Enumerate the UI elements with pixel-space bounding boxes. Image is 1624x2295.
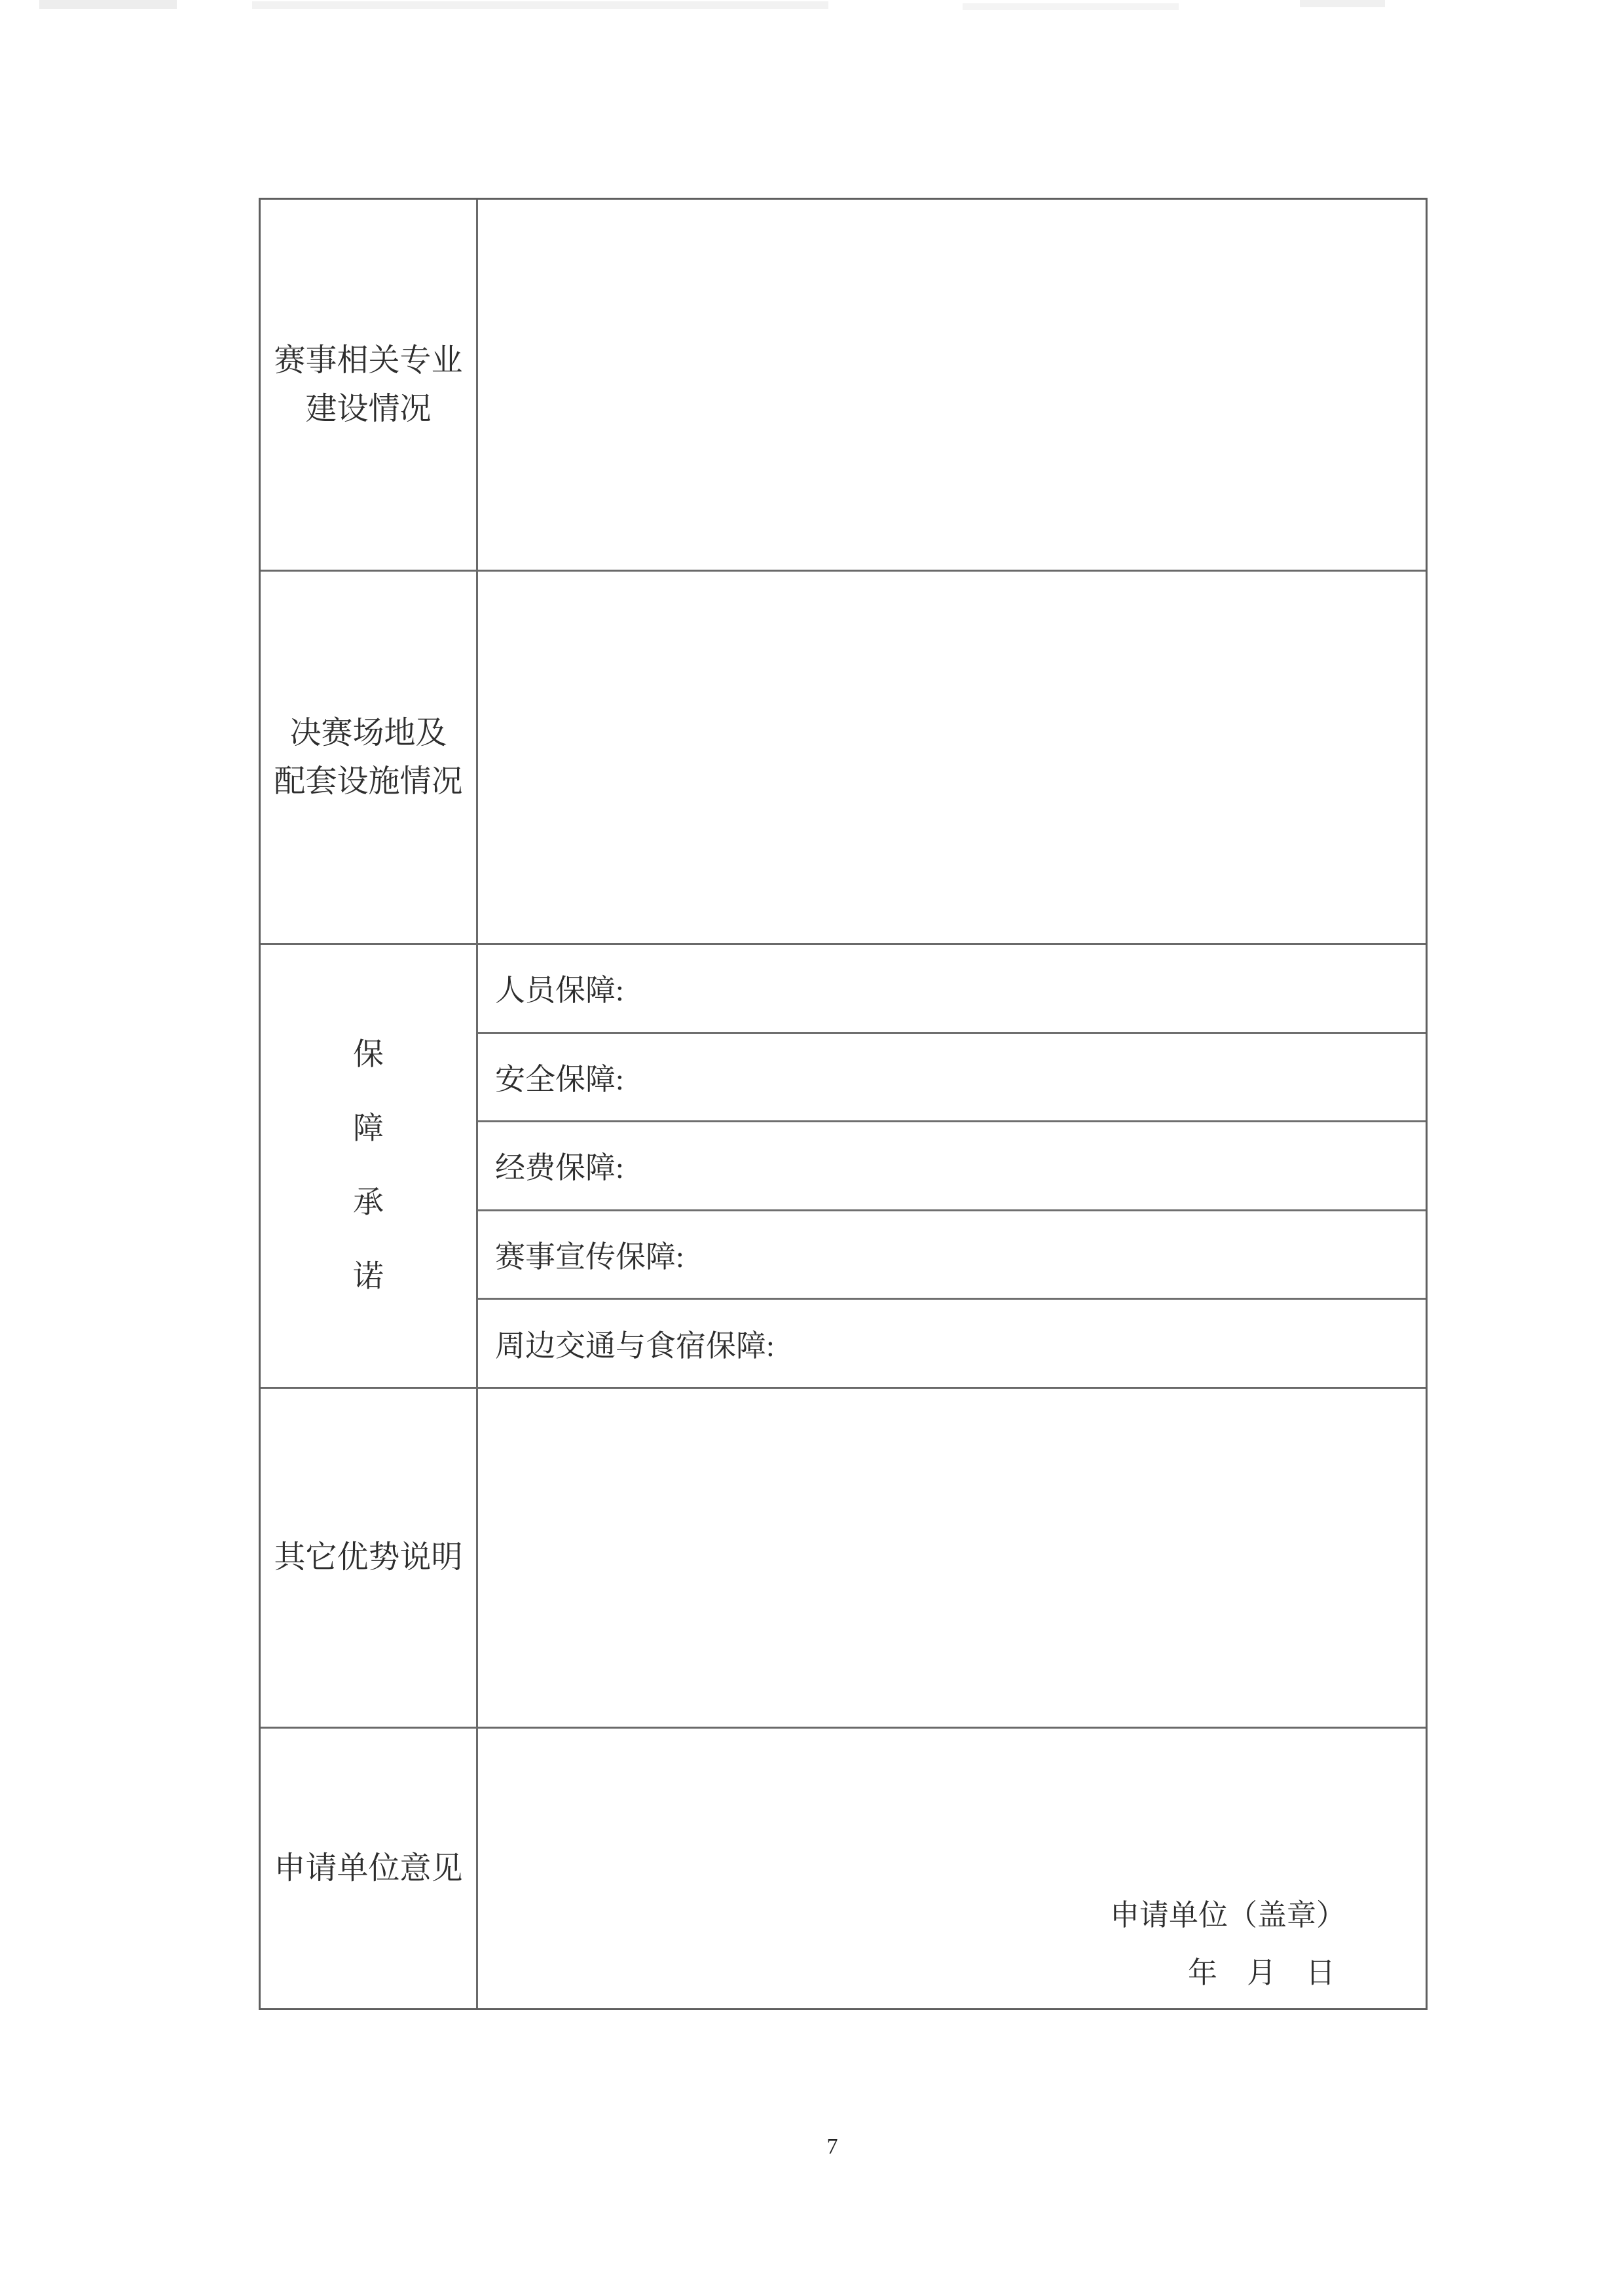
row-applicant-opinion (261, 1729, 1426, 2008)
sub-row-publicity-guarantee (478, 1211, 1426, 1300)
final-venue-facilities-field (478, 572, 1426, 943)
date-line: 年 月 日 (1187, 1956, 1335, 1989)
application-form-table (259, 198, 1428, 2010)
label-line: 配套设施情况 (274, 763, 463, 799)
scan-artifact (39, 0, 177, 9)
sub-row-transport-accommodation-guarantee (478, 1300, 1426, 1387)
row-event-professional-construction (261, 200, 1426, 572)
sub-row-label: 安全保障: (495, 1062, 624, 1096)
applicant-opinion-field (478, 1729, 1426, 2008)
label-applicant-opinion (261, 1729, 478, 2008)
label-line: 建设情况 (305, 391, 432, 426)
applicant-stamp-line: 申请单位（盖章） (1109, 1899, 1346, 1932)
label-char: 障 (353, 1111, 384, 1146)
label-event-professional-construction (261, 200, 478, 570)
sub-row-personnel-guarantee (478, 945, 1426, 1034)
label-line: 赛事相关专业 (274, 342, 463, 378)
sub-row-funding-guarantee (478, 1122, 1426, 1211)
other-advantages-field (478, 1389, 1426, 1727)
row-other-advantages (261, 1389, 1426, 1729)
sub-row-label: 经费保障: (495, 1151, 624, 1185)
event-professional-construction-field (478, 200, 1426, 570)
label-char: 诺 (353, 1259, 384, 1294)
sub-row-label: 赛事宣传保障: (495, 1240, 684, 1274)
label-final-venue-facilities (261, 572, 478, 943)
label-guarantee-commitment (261, 945, 478, 1387)
label-char: 承 (353, 1185, 384, 1220)
label-line: 决赛场地及 (289, 715, 447, 750)
label-line: 申请单位意见 (274, 1850, 463, 1886)
row-guarantee-commitment (261, 945, 1426, 1389)
guarantee-commitment-fields (478, 945, 1426, 1387)
page-number: 7 (826, 2135, 838, 2159)
sub-row-label: 周边交通与食宿保障: (495, 1329, 775, 1363)
scan-artifact (1300, 0, 1385, 7)
scan-artifact (963, 3, 1179, 10)
sub-row-safety-guarantee (478, 1034, 1426, 1123)
label-char: 保 (353, 1037, 384, 1072)
label-other-advantages (261, 1389, 478, 1727)
sub-row-label: 人员保障: (495, 974, 624, 1008)
scan-artifact (252, 1, 828, 9)
row-final-venue-facilities (261, 572, 1426, 945)
label-line: 其它优势说明 (274, 1540, 463, 1575)
